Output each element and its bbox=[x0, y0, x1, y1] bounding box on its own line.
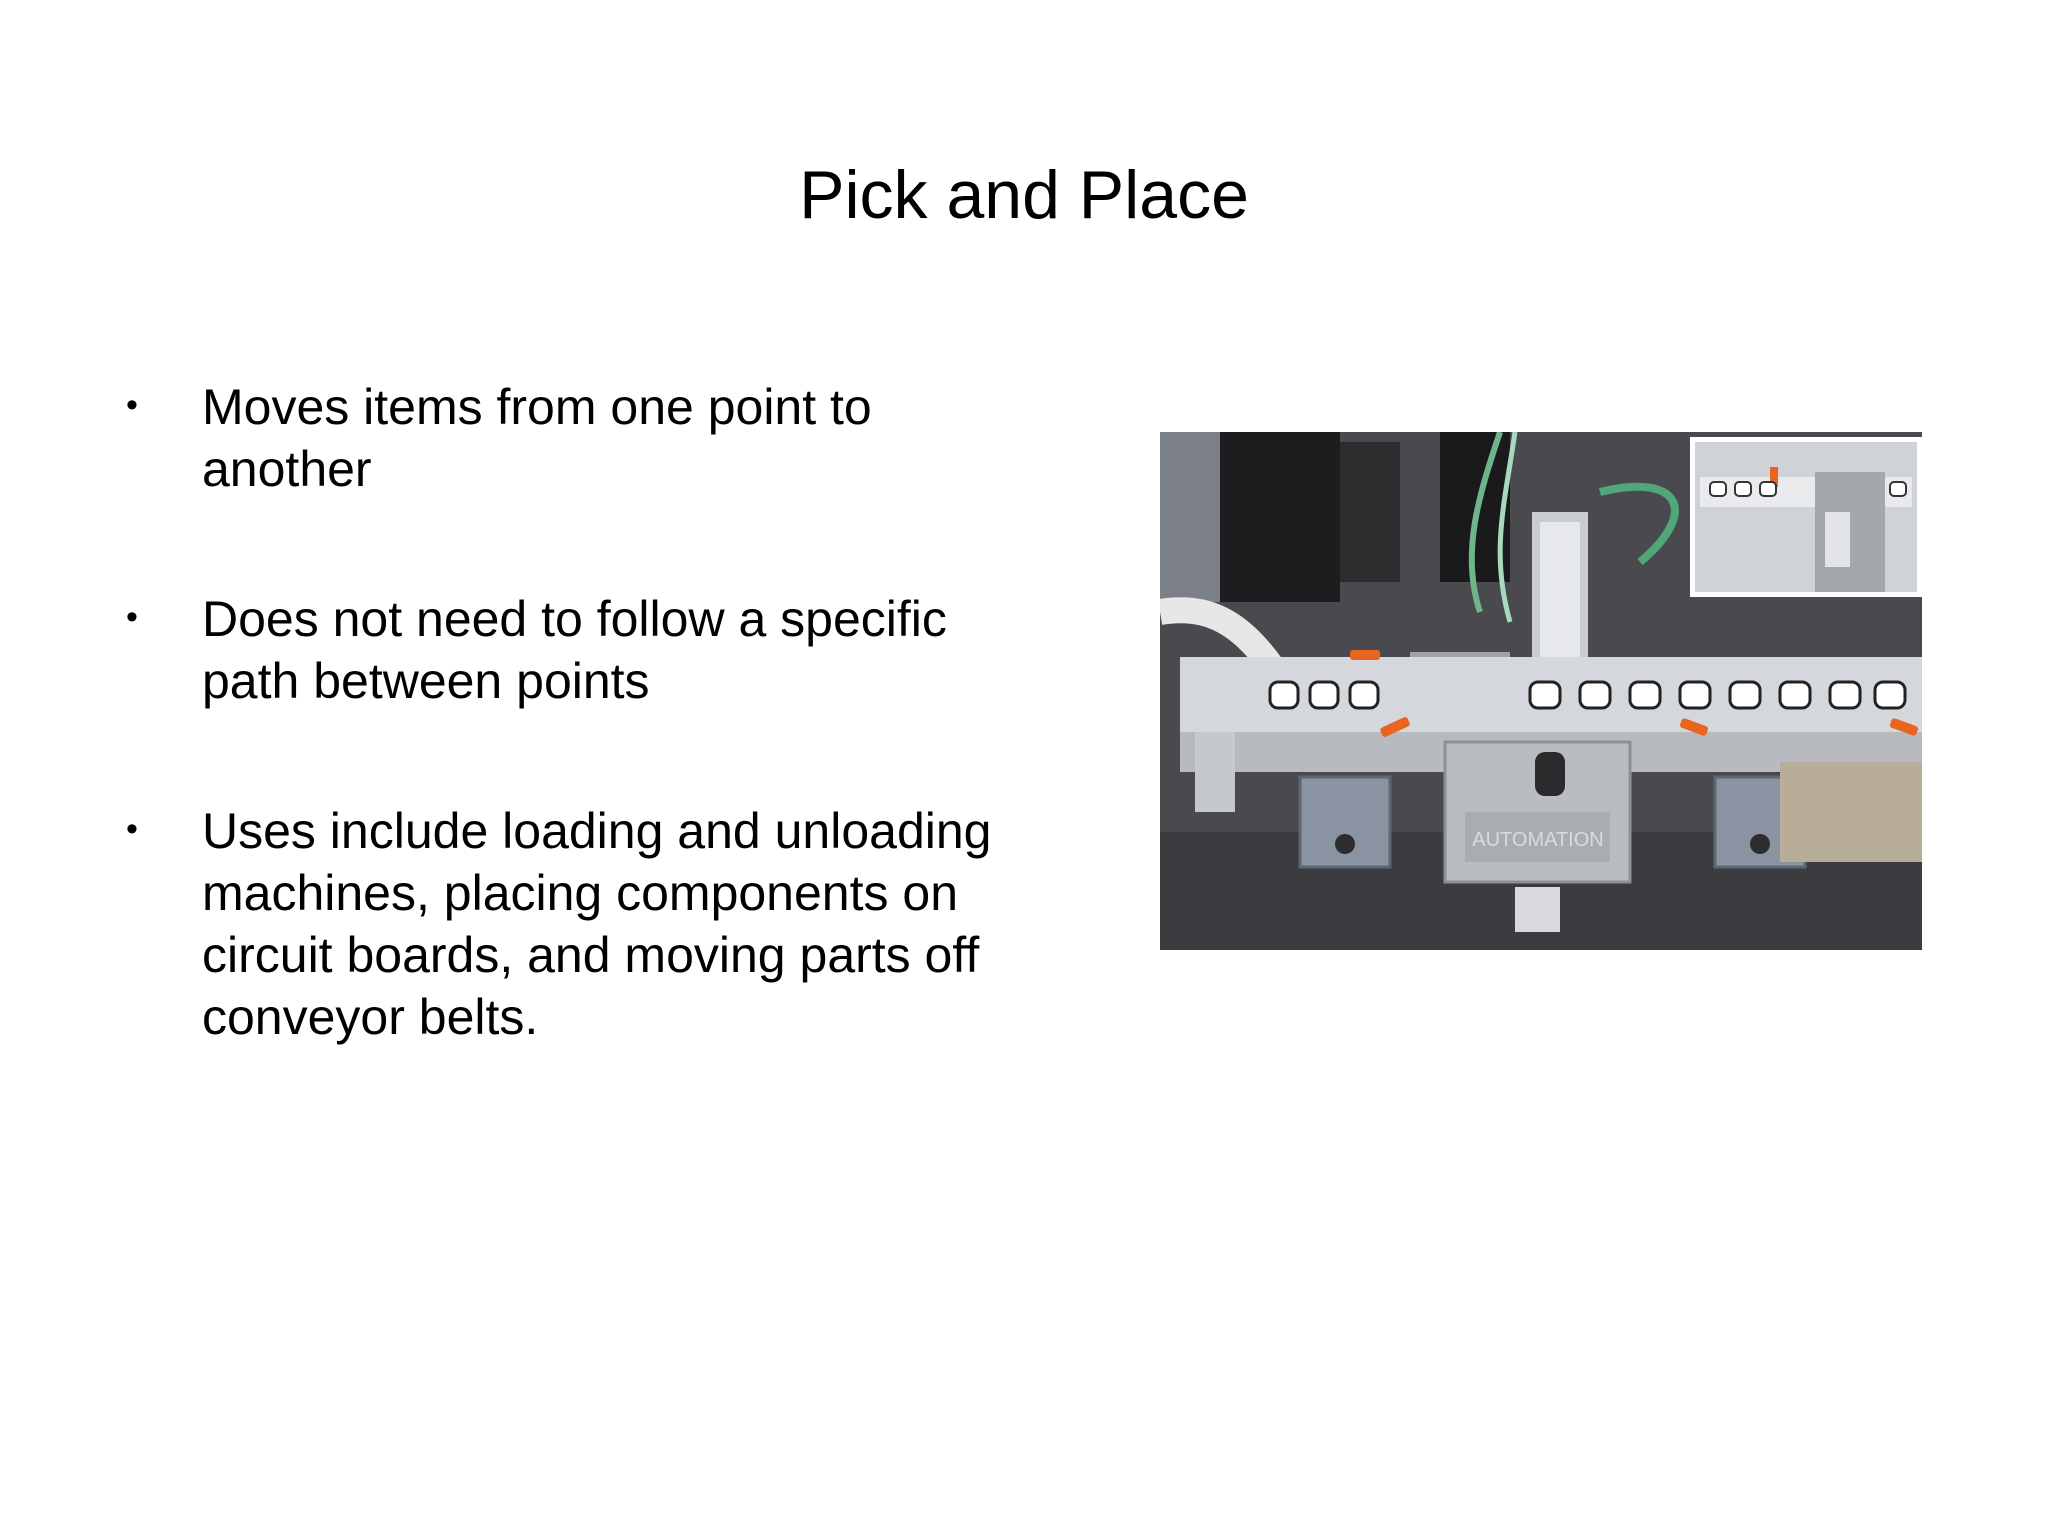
bullet-text: Does not need to follow a specific path between points bbox=[202, 591, 947, 709]
bullet-text: Moves items from one point to another bbox=[202, 379, 872, 497]
machine-stamp-text: AUTOMATION bbox=[1472, 829, 1604, 851]
bullet-item bbox=[120, 376, 1040, 500]
bullet-dot-icon: • bbox=[126, 810, 138, 848]
bullet-dot-icon: • bbox=[126, 386, 138, 424]
slide-title: Pick and Place bbox=[799, 157, 1249, 233]
bullet-text: Uses include loading and unloading machines, placing components on circuit boards, and moving parts off conveyor belts. bbox=[202, 803, 992, 1045]
bullet-dot-icon: • bbox=[126, 598, 138, 636]
bullet-list bbox=[120, 376, 1040, 1136]
pick-and-place-machine-photo bbox=[1160, 432, 1922, 950]
bullet-item bbox=[120, 588, 1040, 712]
bullet-item bbox=[120, 800, 1040, 1048]
